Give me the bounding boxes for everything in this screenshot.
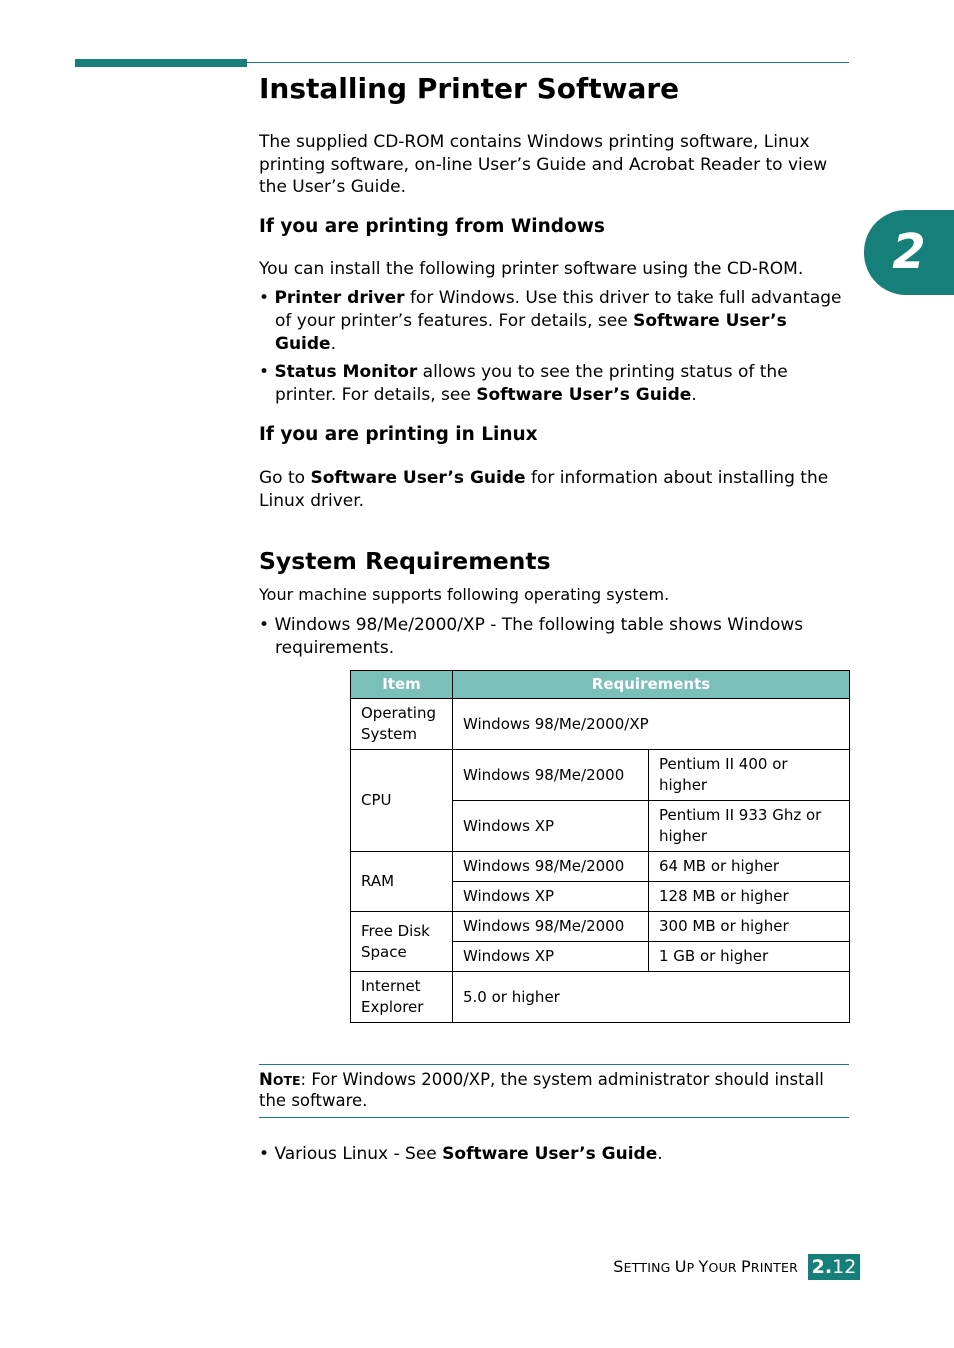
bullet-windows-requirements: • Windows 98/Me/2000/XP - The following table shows Windows requirements. xyxy=(259,615,804,658)
intro-paragraph: The supplied CD-ROM contains Windows printing software, Linux printing software, on-line User’s Guide and Acrobat Reader to view the User’s Guide. xyxy=(259,132,828,197)
table-row xyxy=(351,972,850,1023)
note-label: OTE xyxy=(272,1073,301,1088)
table-header-item: Item xyxy=(351,671,453,699)
software-guide-link: Software User’s Guide xyxy=(310,468,526,488)
footer-section-title xyxy=(613,1256,798,1279)
requirements-heading: System Requirements xyxy=(259,547,551,575)
header-accent-bar xyxy=(75,59,247,67)
header-rule xyxy=(247,62,849,63)
table-cell-value: 1 GB or higher xyxy=(649,942,850,972)
footer-letters: ETTING xyxy=(623,1260,675,1275)
linux-paragraph xyxy=(259,467,849,512)
windows-intro: You can install the following printer software using the CD-ROM. xyxy=(259,259,804,279)
bullet-linux: • Various Linux - See Software User’s Guide. xyxy=(259,1144,663,1164)
table-cell-value: Pentium II 933 Ghz or higher xyxy=(649,801,850,852)
table-cell-value: Pentium II 400 or higher xyxy=(649,750,850,801)
bullet-end: . xyxy=(657,1144,663,1164)
requirements-table xyxy=(350,670,850,1023)
requirements-intro: Your machine supports following operating system. xyxy=(259,585,670,604)
table-cell-value: 128 MB or higher xyxy=(649,882,850,912)
status-monitor-text: allows you to see the printing status of the printer. For details, see xyxy=(275,362,788,405)
windows-requirements-text: Windows 98/Me/2000/XP - The following table shows Windows requirements. xyxy=(274,615,804,658)
table-row xyxy=(351,852,850,882)
software-guide-link: Software User’s Guide xyxy=(442,1144,658,1164)
footer-letter: S xyxy=(613,1257,624,1276)
bullet-status-monitor: • Status Monitor allows you to see the printing status of the printer. For details, see Software User’s Guide. xyxy=(259,362,788,405)
linux-bullet-text: Various Linux - See xyxy=(274,1144,443,1164)
table-cell-value: 5.0 or higher xyxy=(453,972,850,1023)
table-row xyxy=(351,912,850,942)
footer-letters: P xyxy=(686,1260,699,1275)
table-cell-value: 64 MB or higher xyxy=(649,852,850,882)
table-cell-os: Windows XP xyxy=(453,801,649,852)
footer-letters: OUR xyxy=(708,1260,741,1275)
page-chapter: 2. xyxy=(811,1256,833,1278)
linux-text-post: for information about installing the Linux driver. xyxy=(259,468,829,511)
table-header-row xyxy=(351,671,850,699)
note-text: : For Windows 2000/XP, the system administrator should install the software. xyxy=(259,1070,824,1110)
table-cell-item: CPU xyxy=(351,750,453,852)
page-footer xyxy=(0,1254,954,1280)
bullet-end: . xyxy=(691,385,697,405)
table-cell-os: Windows XP xyxy=(453,882,649,912)
footer-letter: P xyxy=(740,1257,751,1276)
table-cell-item: Operating System xyxy=(351,699,453,750)
table-row xyxy=(351,750,850,801)
page-number-badge xyxy=(808,1254,860,1280)
page-number: 12 xyxy=(832,1256,857,1278)
linux-text-pre: Go to xyxy=(259,468,311,488)
status-monitor-label: Status Monitor xyxy=(274,362,418,382)
table-cell-item: Free Disk Space xyxy=(351,912,453,972)
printer-driver-label: Printer driver xyxy=(274,288,405,308)
table-cell-item: Internet Explorer xyxy=(351,972,453,1023)
bullet-end: . xyxy=(330,334,336,354)
table-cell-os: Windows XP xyxy=(453,942,649,972)
bullet-printer-driver: • Printer driver for Windows. Use this driver to take full advantage of your printer’s features. For details, see Software User’s Guide. xyxy=(259,288,842,354)
windows-heading: If you are printing from Windows xyxy=(259,216,605,237)
table-cell-os: Windows 98/Me/2000 xyxy=(453,750,649,801)
footer-letters: RINTER xyxy=(750,1260,798,1275)
table-cell-os: Windows 98/Me/2000 xyxy=(453,852,649,882)
printer-driver-text: for Windows. Use this driver to take full advantage of your printer’s features. For details, see xyxy=(275,288,842,331)
footer-letter: Y xyxy=(698,1257,709,1276)
note-bottom-rule xyxy=(259,1117,849,1118)
table-cell-value: Windows 98/Me/2000/XP xyxy=(453,699,850,750)
table-header-requirements: Requirements xyxy=(453,671,850,699)
table-cell-value: 300 MB or higher xyxy=(649,912,850,942)
note-label: N xyxy=(259,1070,273,1089)
table-cell-item: RAM xyxy=(351,852,453,912)
note-block xyxy=(259,1070,849,1111)
note-top-rule xyxy=(259,1064,849,1065)
software-guide-link: Software User’s Guide xyxy=(275,311,787,354)
software-guide-link: Software User’s Guide xyxy=(476,385,692,405)
linux-heading: If you are printing in Linux xyxy=(259,424,538,445)
table-cell-os: Windows 98/Me/2000 xyxy=(453,912,649,942)
page-title: Installing Printer Software xyxy=(259,72,680,105)
chapter-tab: 2 xyxy=(864,210,954,295)
table-row xyxy=(351,699,850,750)
footer-letter: U xyxy=(674,1257,687,1276)
